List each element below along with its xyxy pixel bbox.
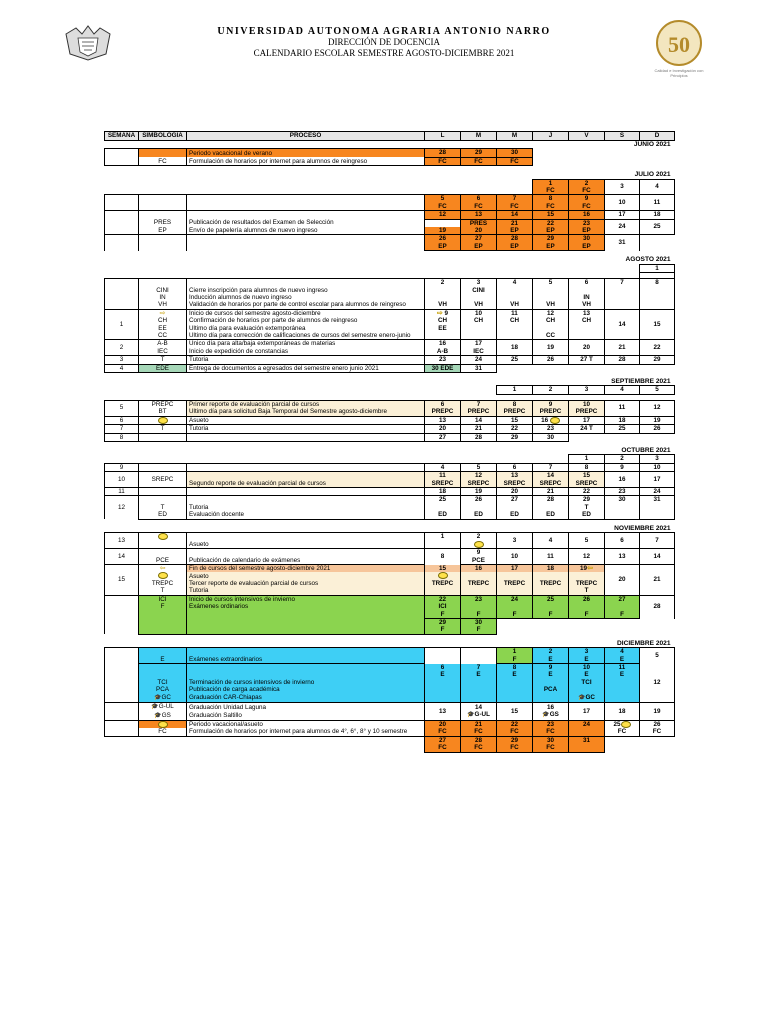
symbol-code: EP [139, 227, 187, 235]
week-number: 7 [105, 425, 139, 433]
process-label: Unico día para alta/baja extemporáneas de materias [187, 340, 425, 348]
process-label: Cierre inscripción para alumnos de nuevo ingreso [187, 287, 425, 294]
yellow-arrow-icon: ⇨ [436, 309, 443, 317]
process-label: Asueto [187, 416, 425, 425]
process-label: Terminación de cursos intensivos de invierno [187, 679, 425, 686]
symbol-code: CH [139, 317, 187, 324]
month-row-octubre [105, 447, 675, 455]
col-lunes: L [425, 132, 461, 141]
calendar-row: F F [105, 626, 675, 634]
process-label: Publicación de calendario de exámenes [187, 557, 425, 565]
graduation-symbol: 🎓G-UL [139, 703, 187, 712]
month-row-julio [105, 171, 675, 179]
col-sabado: S [605, 132, 640, 141]
process-label: Graduación CAR-Chiapas [187, 694, 425, 703]
graduation-cap-icon: 🎓 [542, 712, 550, 718]
calendar-row: 5 6 7 8 9 10 11 [105, 195, 675, 203]
asueto-symbol [139, 572, 187, 580]
process-label: Entrega de documentos a egresados del semestre enero junio 2021 [187, 364, 425, 372]
process-label: Graduación Saltillo [187, 712, 425, 721]
week-number: 14 [105, 549, 139, 565]
calendar-row: EP EP EP EP EP [105, 243, 675, 251]
week-number: 2 [105, 340, 139, 356]
graduation-cap-icon: 🎓 [467, 712, 475, 718]
symbol-code: BT [139, 408, 187, 416]
yellow-oval-icon [158, 572, 168, 579]
symbol-code: FC [139, 728, 187, 736]
col-miercoles: M [497, 132, 533, 141]
calendar-row: TREPC Tercer reporte de evaluación parcial de cursos TREPC TREPC TREPC TREPC TREPC [105, 580, 675, 587]
week-number: 12 [105, 496, 139, 519]
symbol-code: E [139, 656, 187, 664]
calendar-row: IEC Inicio de expedición de constancias A-B IEC [105, 348, 675, 356]
symbol-code: SREPC [139, 472, 187, 488]
calendar-row: F Exámenes ordinarios ICI [105, 603, 675, 610]
calendar-row: 11 18 19 20 21 22 23 24 [105, 488, 675, 496]
process-label: Formulación de horarios por internet para alumnos de 4°, 6°, 8° y 10 semestre [187, 728, 425, 736]
yellow-arrow-icon: ⇦ [587, 565, 593, 573]
calendar-row: EE Ultimo día para evaluación extemporánea EE [105, 325, 675, 332]
asueto-symbol [139, 720, 187, 728]
calendar-row: 5 PREPC Primer reporte de evaluación parcial de cursos 6 7 8 9 10 11 12 [105, 400, 675, 408]
symbol-code: FC [139, 157, 187, 165]
calendar-row: FC Formulación de horarios por internet para alumnos de 4°, 6°, 8° y 10 semestre FC FC FC FC FC FC [105, 728, 675, 736]
column-header-row [105, 132, 675, 141]
process-label: Graduación Unidad Laguna [187, 703, 425, 712]
process-label: Periodo vacacional de verano [187, 149, 425, 157]
calendar-row: 9 4 5 6 7 8 9 10 [105, 463, 675, 471]
calendar-row: 1 ⇨ Inicio de cursos del semestre agosto-diciembre ⇨ 9 10 11 12 13 14 15 [105, 309, 675, 317]
graduation-symbol: 🎓GC [139, 694, 187, 703]
process-label: Tercer reporte de evaluación parcial de cursos [187, 580, 425, 587]
calendar-row: FC Formulación de horarios por internet para alumnos de reingreso FC FC FC [105, 157, 675, 165]
symbol-code: T [139, 587, 187, 595]
yellow-oval-icon [438, 572, 448, 579]
week-number: 11 [105, 488, 139, 496]
yellow-oval-icon [621, 721, 631, 728]
calendar-row: CC Ultimo día para corrección de calificaciones de cursos del semestre enero-junio CC [105, 332, 675, 340]
process-label: Formulación de horarios por internet para alumnos de reingreso [187, 157, 425, 165]
calendar-row: 2 3 4 5 6 7 8 [105, 279, 675, 287]
calendar-row: PCA Publicación de carga académica PCA [105, 686, 675, 693]
calendar-row: Periodo vacacional/asueto 20 21 22 23 24 25 26 [105, 720, 675, 728]
calendar-row: 15 ⇦ Fin de cursos del semestre agosto-diciembre 2021 15 16 17 18 19⇦ 20 21 [105, 565, 675, 573]
calendar-row: 1 2 3 [105, 455, 675, 463]
symbol-code: TCI [139, 679, 187, 686]
symbol-code: T [139, 425, 187, 433]
col-simbologia: SIMBOLOGIA [139, 132, 187, 141]
calendar-row: PCE Publicación de calendario de exámenes PCE [105, 557, 675, 565]
month-title: SEPTIEMBRE 2021 [611, 377, 671, 385]
calendar-row: 6 Asueto 13 14 15 16 17 18 19 [105, 416, 675, 425]
calendar-row: 🎓GC Graduación CAR-Chiapas 🎓GC [105, 694, 675, 703]
calendar-row: 12 25 26 27 28 29 30 31 [105, 496, 675, 504]
process-label: Inicio de cursos intensivos de invierno [187, 595, 425, 603]
process-label: Primer reporte de evaluación parcial de cursos [187, 400, 425, 408]
symbol-code: T [139, 504, 187, 511]
calendar-row: EP Envío de papelería alumnos de nuevo ingreso 19 20 EP EP EP [105, 227, 675, 235]
week-number: 1 [105, 309, 139, 340]
process-label: Asueto [187, 541, 425, 549]
calendar-table [104, 131, 675, 753]
symbol-code: IEC [139, 348, 187, 356]
week-number: 13 [105, 533, 139, 549]
calendar-row: 4 EDE Entrega de documentos a egresados del semestre enero junio 2021 30 EDE 31 [105, 364, 675, 372]
process-label: Asueto [187, 572, 425, 580]
calendar-row: ICI Inicio de cursos intensivos de invierno 22 23 24 25 26 27 28 [105, 595, 675, 603]
calendar-row [105, 572, 675, 580]
process-label: Periodo vacacional/asueto [187, 720, 425, 728]
col-jueves: J [533, 132, 569, 141]
calendar-row: E E E E E E [105, 671, 675, 678]
calendar-row: 1 [105, 264, 675, 272]
calendar-row: 10 SREPC 11 12 13 14 15 16 17 [105, 472, 675, 480]
arrow-icon: ⇦ [139, 565, 187, 573]
calendar-row: PRES Publicación de resultados del Examen de Selección PRES 21 22 23 24 25 [105, 219, 675, 227]
graduation-cap-icon: 🎓 [578, 694, 586, 701]
symbol-code: EE [139, 325, 187, 332]
process-label: Tutoria [187, 425, 425, 433]
arrow-icon: ⇨ [139, 309, 187, 317]
month-title: DICIEMBRE 2021 [616, 639, 671, 647]
yellow-oval-icon [158, 533, 168, 540]
calendar-row: 3 T Tutoria 23 24 25 26 27 T 28 29 [105, 356, 675, 364]
process-label: Inicio de cursos del semestre agosto-diciembre [187, 309, 425, 317]
month-title: OCTUBRE 2021 [621, 446, 671, 454]
symbol-code: CC [139, 332, 187, 340]
symbol-code: F [139, 603, 187, 610]
calendar-row: 27 28 29 30 31 [105, 736, 675, 744]
process-label: Envío de papelería alumnos de nuevo ingreso [187, 227, 425, 235]
symbol-code: VH [139, 301, 187, 309]
calendar-row: ED Evaluación docente ED ED ED ED ED [105, 511, 675, 519]
col-semana: SEMANA [105, 132, 139, 141]
symbol-code: PCA [139, 686, 187, 693]
process-label: Publicación de resultados del Examen de Selección [187, 219, 425, 227]
yellow-oval-icon [158, 417, 168, 424]
process-label: Evaluación docente [187, 511, 425, 519]
month-row-septiembre [105, 378, 675, 386]
process-label: Exámenes extraordinarios [187, 656, 425, 664]
calendar-row: 🎓G-UL Graduación Unidad Laguna 13 14 🎓G-UL 15 16 🎓GS 17 18 19 [105, 703, 675, 712]
week-number: 15 [105, 565, 139, 596]
day-with-code: 16 [425, 340, 461, 348]
calendar-row: Periodo vacacional de verano 28 29 30 [105, 149, 675, 157]
week-number: 8 [105, 433, 139, 441]
week-number: 3 [105, 356, 139, 364]
symbol-code: CINI [139, 287, 187, 294]
anniversary-seal: 50 [656, 20, 702, 66]
calendar-row: E Exámenes extraordinarios F E E E [105, 656, 675, 664]
graduation-cap-icon: 🎓 [151, 704, 159, 711]
col-viernes: V [569, 132, 605, 141]
department-name: DIRECCIÓN DE DOCENCIA [328, 37, 440, 47]
process-label: Fin de cursos del semestre agosto-diciembre 2021 [187, 565, 425, 573]
process-label: Publicación de carga académica [187, 686, 425, 693]
process-label: Tutoria [187, 356, 425, 364]
week-number: 5 [105, 400, 139, 416]
calendar-row: 2 A-B Unico día para alta/baja extemporáneas de materias 16 17 18 19 20 21 22 [105, 340, 675, 348]
calendar-row: CH Confirmación de horarios por parte de alumnos de reingreso CH CH CH CH CH [105, 317, 675, 324]
start-day: ⇨ 9 [425, 309, 461, 317]
process-label: Ultimo día para corrección de calificaciones de cursos del semestre enero-junio [187, 332, 425, 340]
calendar-row: 1 2 3 4 5 [105, 648, 675, 656]
calendar-row: CINI Cierre inscripción para alumnos de nuevo ingreso CINI [105, 287, 675, 294]
week-number: 9 [105, 463, 139, 471]
university-name: UNIVERSIDAD AUTONOMA AGRARIA ANTONIO NARRO [217, 26, 551, 37]
calendar-row: 1 2 3 4 [105, 179, 675, 187]
week-number: 10 [105, 472, 139, 488]
process-label: Exámenes ordinarios [187, 603, 425, 610]
month-title: AGOSTO 2021 [625, 256, 671, 264]
month-title: JULIO 2021 [634, 171, 671, 179]
process-label: Ultimo día para evaluación extemporánea [187, 325, 425, 332]
process-label: Validación de horarios por parte de control escolar para alumnos de reingreso [187, 301, 425, 309]
symbol-code: PREPC [139, 400, 187, 408]
anniversary-logo [648, 20, 710, 90]
process-label: Inducción alumnos de nuevo ingreso [187, 294, 425, 301]
calendar-row: FC FC FC FC [105, 744, 675, 752]
symbol-code: A-B [139, 340, 187, 348]
process-label: Inicio de expedición de constancias [187, 348, 425, 356]
calendar-row: Segundo reporte de evaluación parcial de cursos SREPC SREPC SREPC SREPC SREPC [105, 480, 675, 488]
month-title: NOVIEMBRE 2021 [614, 524, 671, 532]
month-row-junio [105, 141, 675, 149]
graduation-cap-icon: 🎓 [154, 712, 162, 719]
anniversary-caption: Calidad e Investigación con Principios [654, 68, 704, 78]
col-martes: M [461, 132, 497, 141]
month-row-diciembre [105, 640, 675, 648]
calendar-row: 29 30 [105, 619, 675, 627]
col-domingo: D [640, 132, 675, 141]
process-label: Confirmación de horarios por parte de alumnos de reingreso [187, 317, 425, 324]
process-label: Segundo reporte de evaluación parcial de cursos [187, 480, 425, 488]
symbol-code: PRES [139, 219, 187, 227]
calendar-row: 12 13 14 15 16 17 18 [105, 211, 675, 219]
calendar-row: 6 7 8 9 10 11 12 [105, 664, 675, 672]
calendar-row: FC FC FC FC FC [105, 203, 675, 211]
calendar-row: 26 27 28 29 30 31 [105, 235, 675, 243]
process-label: Tutoria [187, 587, 425, 595]
symbol-code: T [139, 356, 187, 364]
calendar-row: 8 27 28 29 30 [105, 433, 675, 441]
calendar-row: IN Inducción alumnos de nuevo ingreso IN [105, 294, 675, 301]
yellow-oval-icon [158, 721, 168, 728]
calendar-row: 14 8 9 10 11 12 13 14 [105, 549, 675, 557]
graduation-cap-icon: 🎓 [154, 694, 162, 701]
calendar-row: 1 2 3 4 5 [105, 386, 675, 394]
week-number: 6 [105, 416, 139, 425]
calendar-row: 7 T Tutoria 20 21 22 23 24 T 25 26 [105, 425, 675, 433]
asueto-symbol [139, 416, 187, 425]
graduation-symbol: 🎓GS [139, 712, 187, 721]
calendar-row: FC FC [105, 187, 675, 195]
symbol-code: IN [139, 294, 187, 301]
month-row-noviembre [105, 525, 675, 533]
symbol-code: TREPC [139, 580, 187, 587]
calendar-title: CALENDARIO ESCOLAR SEMESTRE AGOSTO-DICIEMBRE 2021 [253, 48, 515, 58]
calendar-row: T Tutoria T [105, 504, 675, 511]
calendar-row: VH Validación de horarios por parte de control escolar para alumnos de reingreso VH VH VH VH VH [105, 301, 675, 309]
asueto-symbol [139, 533, 187, 541]
month-row-agosto [105, 256, 675, 264]
calendar-row: F F F F F F [105, 611, 675, 619]
symbol-code: PCE [139, 557, 187, 565]
calendar-row: T Tutoria T [105, 587, 675, 595]
calendar-row: BT Ultimo día para solicitud Baja Temporal del Semestre agosto-diciembre PREPC PREPC PREPC PREPC PREPC [105, 408, 675, 416]
yellow-oval-icon [550, 417, 560, 424]
symbol-code: ICI [139, 595, 187, 603]
col-proceso: PROCESO [187, 132, 425, 141]
yellow-oval-icon [474, 541, 484, 548]
symbol-code: ED [139, 511, 187, 519]
symbol-code: EDE [139, 364, 187, 372]
calendar-row: TCI Terminación de cursos intensivos de invierno TCI [105, 679, 675, 686]
process-label: Tutoria [187, 504, 425, 511]
calendar-row: 13 1 2 3 4 5 6 7 [105, 533, 675, 541]
process-label: Ultimo día para solicitud Baja Temporal del Semestre agosto-diciembre [187, 408, 425, 416]
month-title: JUNIO 2021 [633, 141, 671, 148]
week-number: 4 [105, 364, 139, 372]
